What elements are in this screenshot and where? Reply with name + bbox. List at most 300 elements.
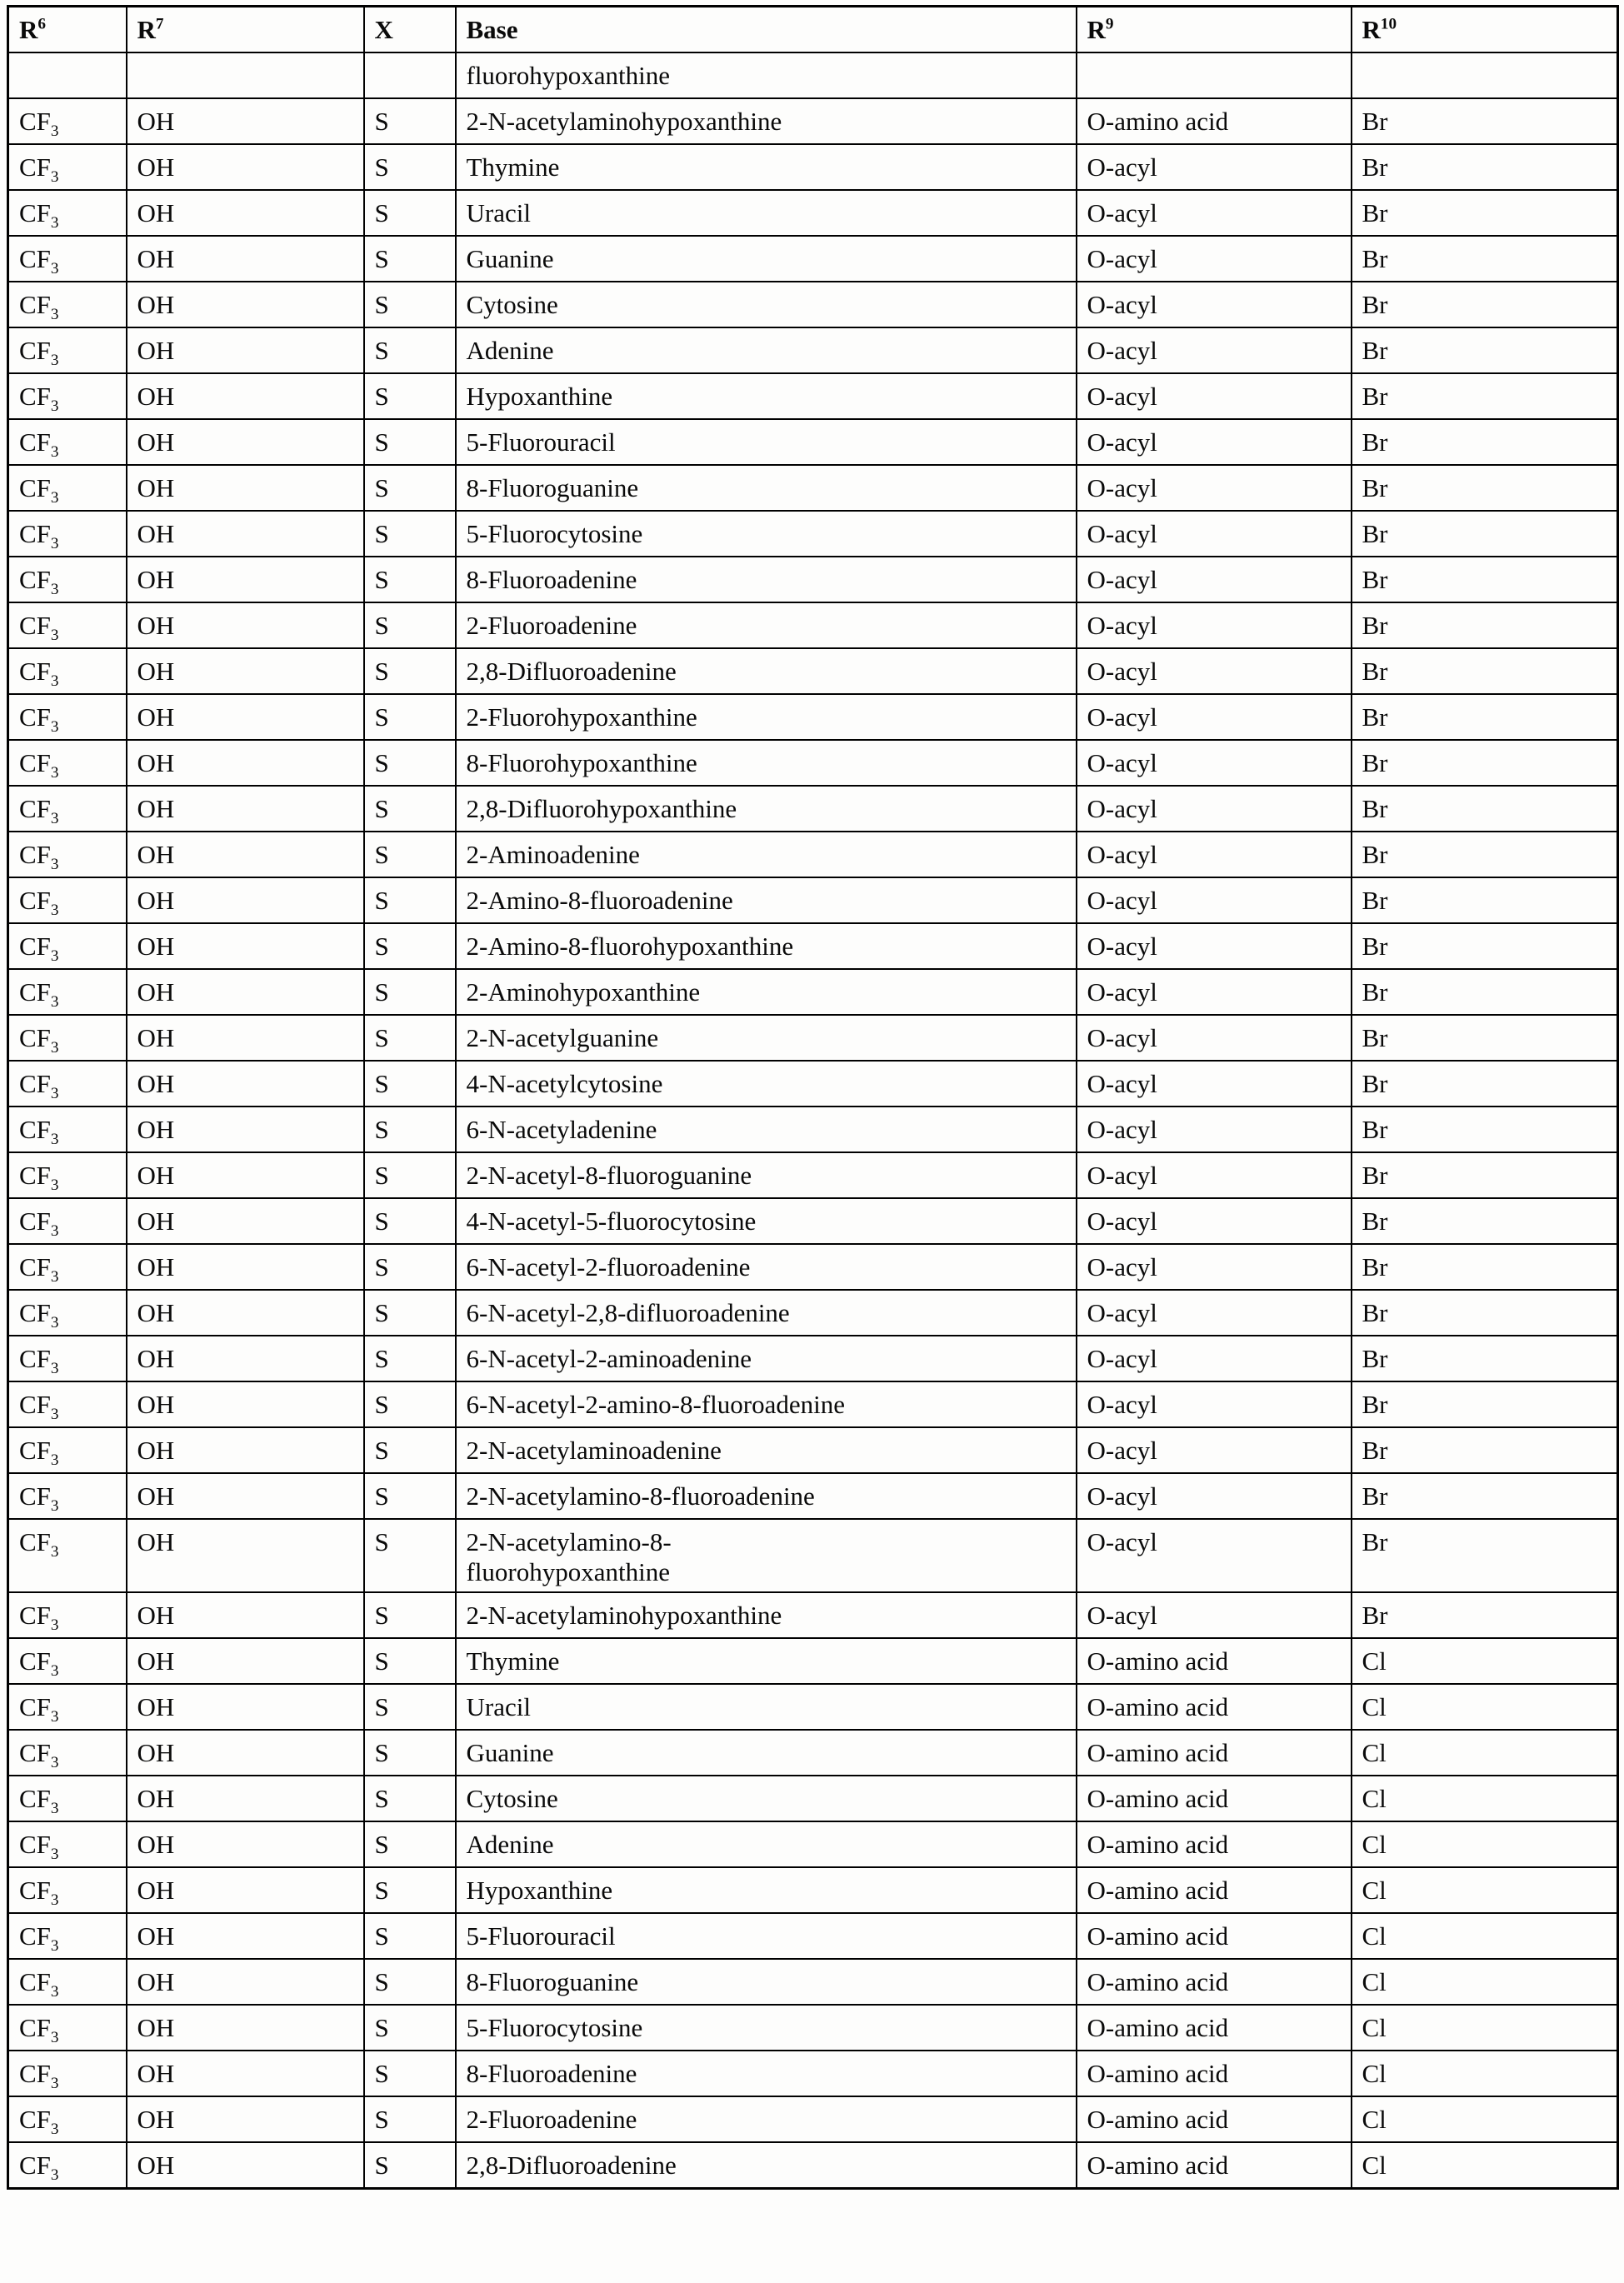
cell-r7: OH: [127, 465, 364, 511]
cell-r10: Br: [1352, 419, 1618, 465]
table-row: [8, 1730, 1618, 1776]
cell-r6: $CF_3$: [8, 1821, 127, 1867]
cell-r10: Br: [1352, 1152, 1618, 1198]
cell-r9: O-amino acid: [1077, 1638, 1352, 1684]
cell-r9: O-acyl: [1077, 1336, 1352, 1381]
cell-r10: Br: [1352, 327, 1618, 373]
cell-r10: Cl: [1352, 1959, 1618, 2005]
cell-r7: OH: [127, 2051, 364, 2096]
cell-r7: OH: [127, 648, 364, 694]
cell-r9: O-acyl: [1077, 236, 1352, 282]
cell-r6: $CF_3$: [8, 1913, 127, 1959]
table-row: [8, 373, 1618, 419]
cell-x: S: [364, 1684, 456, 1730]
cell-r9: O-acyl: [1077, 465, 1352, 511]
cell-r10: Br: [1352, 557, 1618, 602]
cell-r6: $CF_3$: [8, 969, 127, 1015]
cell-x: S: [364, 1336, 456, 1381]
cell-r9: O-amino acid: [1077, 1730, 1352, 1776]
cell-r6: $CF_3$: [8, 2005, 127, 2051]
cell-base: Hypoxanthine: [456, 1867, 1077, 1913]
table-row: [8, 1015, 1618, 1061]
cell-r10: Br: [1352, 236, 1618, 282]
cell-r9: O-amino acid: [1077, 1821, 1352, 1867]
table-row: [8, 1913, 1618, 1959]
cell-x: S: [364, 419, 456, 465]
cell-base: 8-Fluoroguanine: [456, 1959, 1077, 2005]
table-row: [8, 694, 1618, 740]
cell-r10: Br: [1352, 1107, 1618, 1152]
cell-r9: O-amino acid: [1077, 1867, 1352, 1913]
cell-base: 2-N-acetyl-8-fluoroguanine: [456, 1152, 1077, 1198]
cell-r9: O-amino acid: [1077, 1959, 1352, 2005]
cell-r7: OH: [127, 923, 364, 969]
table-row: [8, 98, 1618, 144]
cell-x: S: [364, 1244, 456, 1290]
cell-x: S: [364, 144, 456, 190]
cell-r6: $CF_3$: [8, 190, 127, 236]
cell-x: S: [364, 98, 456, 144]
cell-x: S: [364, 877, 456, 923]
cell-base: Guanine: [456, 1730, 1077, 1776]
table-row: [8, 1152, 1618, 1198]
cell-r6: $CF_3$: [8, 373, 127, 419]
cell-r6: $CF_3$: [8, 694, 127, 740]
cell-r10: Cl: [1352, 1867, 1618, 1913]
cell-base: 2-N-acetylaminohypoxanthine: [456, 98, 1077, 144]
cell-r10: [1352, 52, 1618, 98]
cell-x: S: [364, 2096, 456, 2142]
cell-r7: OH: [127, 511, 364, 557]
cell-r10: Cl: [1352, 2096, 1618, 2142]
cell-x: S: [364, 2142, 456, 2189]
cell-x: S: [364, 1381, 456, 1427]
cell-r9: O-acyl: [1077, 1107, 1352, 1152]
cell-base: Cytosine: [456, 1776, 1077, 1821]
cell-r9: O-acyl: [1077, 602, 1352, 648]
cell-r7: OH: [127, 969, 364, 1015]
table-row: [8, 877, 1618, 923]
column-header-r6: $R^6$: [8, 7, 127, 53]
table-row: [8, 2005, 1618, 2051]
cell-r7: OH: [127, 2096, 364, 2142]
table-row: [8, 1244, 1618, 1290]
table-row: [8, 1198, 1618, 1244]
cell-r7: OH: [127, 1381, 364, 1427]
cell-x: S: [364, 1959, 456, 2005]
table-row: [8, 236, 1618, 282]
cell-r10: Cl: [1352, 2051, 1618, 2096]
table-row: [8, 1473, 1618, 1519]
table-row: [8, 648, 1618, 694]
table-row: [8, 1776, 1618, 1821]
cell-r6: $CF_3$: [8, 419, 127, 465]
cell-r6: $CF_3$: [8, 511, 127, 557]
cell-x: S: [364, 373, 456, 419]
cell-base: 5-Fluorouracil: [456, 1913, 1077, 1959]
cell-base: 5-Fluorouracil: [456, 419, 1077, 465]
table-row: [8, 1638, 1618, 1684]
cell-r9: O-acyl: [1077, 969, 1352, 1015]
cell-x: S: [364, 190, 456, 236]
cell-r9: O-acyl: [1077, 1473, 1352, 1519]
table-row: [8, 1519, 1618, 1592]
cell-r7: OH: [127, 373, 364, 419]
cell-r9: O-amino acid: [1077, 1913, 1352, 1959]
cell-base: 2-N-acetylaminohypoxanthine: [456, 1592, 1077, 1638]
cell-r9: O-acyl: [1077, 190, 1352, 236]
cell-r6: $CF_3$: [8, 832, 127, 877]
cell-base: 2-N-acetylaminoadenine: [456, 1427, 1077, 1473]
cell-x: S: [364, 1638, 456, 1684]
table-header: [8, 7, 1618, 53]
cell-r7: OH: [127, 1198, 364, 1244]
cell-r9: O-acyl: [1077, 1519, 1352, 1592]
table-row: [8, 1867, 1618, 1913]
cell-r9: O-acyl: [1077, 694, 1352, 740]
cell-r10: Cl: [1352, 1684, 1618, 1730]
cell-x: S: [364, 1913, 456, 1959]
cell-r10: Br: [1352, 740, 1618, 786]
cell-r7: OH: [127, 1244, 364, 1290]
cell-x: S: [364, 2051, 456, 2096]
cell-r7: OH: [127, 1473, 364, 1519]
cell-r10: Br: [1352, 602, 1618, 648]
table-row: [8, 1290, 1618, 1336]
cell-r10: Cl: [1352, 1913, 1618, 1959]
table-row: [8, 52, 1618, 98]
cell-r9: [1077, 52, 1352, 98]
cell-r7: OH: [127, 557, 364, 602]
cell-r7: OH: [127, 2142, 364, 2189]
cell-r6: $CF_3$: [8, 1381, 127, 1427]
cell-r7: OH: [127, 327, 364, 373]
cell-r7: OH: [127, 1427, 364, 1473]
cell-r6: $CF_3$: [8, 602, 127, 648]
cell-r6: $CF_3$: [8, 923, 127, 969]
table-row: [8, 282, 1618, 327]
cell-r7: OH: [127, 144, 364, 190]
cell-r7: OH: [127, 1061, 364, 1107]
table-row: [8, 2051, 1618, 2096]
cell-r6: $CF_3$: [8, 1638, 127, 1684]
cell-base: 5-Fluorocytosine: [456, 2005, 1077, 2051]
cell-r10: Cl: [1352, 1776, 1618, 1821]
cell-r10: Br: [1352, 1336, 1618, 1381]
cell-r10: Br: [1352, 511, 1618, 557]
cell-base: Cytosine: [456, 282, 1077, 327]
table-header-row: [8, 7, 1618, 53]
table-row: [8, 327, 1618, 373]
cell-r9: O-acyl: [1077, 877, 1352, 923]
column-header-base: Base: [456, 7, 1077, 53]
cell-x: S: [364, 1821, 456, 1867]
cell-r6: $CF_3$: [8, 1061, 127, 1107]
cell-r7: OH: [127, 694, 364, 740]
table-row: [8, 2142, 1618, 2189]
table-row: [8, 511, 1618, 557]
cell-r9: O-acyl: [1077, 923, 1352, 969]
cell-x: [364, 52, 456, 98]
cell-base: 4-N-acetylcytosine: [456, 1061, 1077, 1107]
cell-r10: Cl: [1352, 2005, 1618, 2051]
cell-r9: O-amino acid: [1077, 2096, 1352, 2142]
cell-r6: $CF_3$: [8, 1015, 127, 1061]
table-row: [8, 923, 1618, 969]
table-row: [8, 969, 1618, 1015]
cell-r6: $CF_3$: [8, 1730, 127, 1776]
cell-r7: OH: [127, 1959, 364, 2005]
cell-r10: Br: [1352, 969, 1618, 1015]
cell-r9: O-acyl: [1077, 557, 1352, 602]
cell-r9: O-acyl: [1077, 1015, 1352, 1061]
cell-r10: Br: [1352, 144, 1618, 190]
cell-x: S: [364, 511, 456, 557]
cell-base: 6-N-acetyl-2-aminoadenine: [456, 1336, 1077, 1381]
cell-r10: Br: [1352, 1427, 1618, 1473]
cell-base: Adenine: [456, 1821, 1077, 1867]
cell-r7: OH: [127, 1336, 364, 1381]
cell-base: 2-Fluoroadenine: [456, 2096, 1077, 2142]
cell-x: S: [364, 327, 456, 373]
cell-x: S: [364, 1519, 456, 1592]
table-row: [8, 832, 1618, 877]
cell-r6: $CF_3$: [8, 1684, 127, 1730]
cell-base: 2-N-acetylamino-8-fluoroadenine: [456, 1473, 1077, 1519]
cell-r9: O-acyl: [1077, 1061, 1352, 1107]
cell-base: Uracil: [456, 1684, 1077, 1730]
cell-base: 6-N-acetyl-2-fluoroadenine: [456, 1244, 1077, 1290]
cell-base: 2-N-acetylguanine: [456, 1015, 1077, 1061]
cell-r10: Cl: [1352, 1730, 1618, 1776]
cell-x: S: [364, 1730, 456, 1776]
cell-base: 2-Aminohypoxanthine: [456, 969, 1077, 1015]
cell-r10: Br: [1352, 877, 1618, 923]
cell-x: S: [364, 1473, 456, 1519]
cell-r6: $CF_3$: [8, 557, 127, 602]
table-row: [8, 1336, 1618, 1381]
cell-r7: OH: [127, 602, 364, 648]
cell-base: Hypoxanthine: [456, 373, 1077, 419]
cell-r9: O-acyl: [1077, 1290, 1352, 1336]
cell-r7: OH: [127, 1776, 364, 1821]
table-row: [8, 740, 1618, 786]
table-row: [8, 2096, 1618, 2142]
cell-base: 6-N-acetyl-2-amino-8-fluoroadenine: [456, 1381, 1077, 1427]
cell-r6: $CF_3$: [8, 1198, 127, 1244]
cell-x: S: [364, 648, 456, 694]
cell-r9: O-acyl: [1077, 786, 1352, 832]
cell-r6: $CF_3$: [8, 144, 127, 190]
cell-r6: $CF_3$: [8, 786, 127, 832]
cell-r10: Br: [1352, 1473, 1618, 1519]
cell-r10: Br: [1352, 1519, 1618, 1592]
cell-x: S: [364, 786, 456, 832]
cell-r6: $CF_3$: [8, 465, 127, 511]
cell-base: 8-Fluoroadenine: [456, 2051, 1077, 2096]
cell-x: S: [364, 694, 456, 740]
cell-r7: OH: [127, 236, 364, 282]
cell-base: Guanine: [456, 236, 1077, 282]
cell-base: 2,8-Difluoroadenine: [456, 2142, 1077, 2189]
cell-r9: O-acyl: [1077, 648, 1352, 694]
cell-r6: $CF_3$: [8, 2096, 127, 2142]
cell-x: S: [364, 2005, 456, 2051]
cell-r10: Br: [1352, 1592, 1618, 1638]
cell-base: fluorohypoxanthine: [456, 52, 1077, 98]
cell-r6: $CF_3$: [8, 1867, 127, 1913]
cell-r9: O-acyl: [1077, 144, 1352, 190]
cell-r10: Br: [1352, 923, 1618, 969]
cell-r9: O-acyl: [1077, 511, 1352, 557]
cell-r7: OH: [127, 190, 364, 236]
cell-x: S: [364, 282, 456, 327]
cell-r10: Br: [1352, 465, 1618, 511]
compound-table: [7, 5, 1619, 2190]
column-header-x: X: [364, 7, 456, 53]
cell-base: 6-N-acetyl-2,8-difluoroadenine: [456, 1290, 1077, 1336]
cell-x: S: [364, 236, 456, 282]
cell-x: S: [364, 602, 456, 648]
cell-x: S: [364, 1776, 456, 1821]
table-row: [8, 190, 1618, 236]
cell-r6: $CF_3$: [8, 648, 127, 694]
cell-base: 2,8-Difluorohypoxanthine: [456, 786, 1077, 832]
cell-x: S: [364, 740, 456, 786]
cell-r7: OH: [127, 1107, 364, 1152]
cell-base: Uracil: [456, 190, 1077, 236]
cell-r7: OH: [127, 786, 364, 832]
cell-r9: O-acyl: [1077, 373, 1352, 419]
cell-base: 5-Fluorocytosine: [456, 511, 1077, 557]
cell-r10: Br: [1352, 1061, 1618, 1107]
cell-r10: Br: [1352, 1198, 1618, 1244]
cell-r7: OH: [127, 2005, 364, 2051]
cell-r7: OH: [127, 1730, 364, 1776]
cell-r6: $CF_3$: [8, 2142, 127, 2189]
table-row: [8, 1592, 1618, 1638]
cell-r10: Br: [1352, 1290, 1618, 1336]
cell-r10: Cl: [1352, 1638, 1618, 1684]
cell-r6: $CF_3$: [8, 1592, 127, 1638]
cell-r6: $CF_3$: [8, 877, 127, 923]
table-row: [8, 1959, 1618, 2005]
cell-x: S: [364, 1107, 456, 1152]
cell-x: S: [364, 1427, 456, 1473]
cell-x: S: [364, 1198, 456, 1244]
cell-r10: Br: [1352, 1381, 1618, 1427]
cell-r6: $CF_3$: [8, 1959, 127, 2005]
cell-r9: O-amino acid: [1077, 1776, 1352, 1821]
table-row: [8, 1684, 1618, 1730]
cell-r10: Br: [1352, 832, 1618, 877]
cell-x: S: [364, 832, 456, 877]
cell-r7: OH: [127, 1592, 364, 1638]
table-row: [8, 465, 1618, 511]
cell-r9: O-amino acid: [1077, 98, 1352, 144]
cell-r9: O-acyl: [1077, 1381, 1352, 1427]
cell-r6: $CF_3$: [8, 1244, 127, 1290]
cell-r9: O-acyl: [1077, 1152, 1352, 1198]
table-row: [8, 602, 1618, 648]
table-row: [8, 1821, 1618, 1867]
cell-r10: Cl: [1352, 1821, 1618, 1867]
cell-r7: OH: [127, 282, 364, 327]
cell-r6: $CF_3$: [8, 1107, 127, 1152]
cell-r6: $CF_3$: [8, 1152, 127, 1198]
cell-r10: Br: [1352, 1015, 1618, 1061]
table-row: [8, 144, 1618, 190]
table-row: [8, 557, 1618, 602]
cell-x: S: [364, 1152, 456, 1198]
cell-r7: OH: [127, 832, 364, 877]
cell-r7: OH: [127, 1684, 364, 1730]
cell-r9: O-amino acid: [1077, 2005, 1352, 2051]
table-row: [8, 1107, 1618, 1152]
cell-r7: [127, 52, 364, 98]
column-header-r10: $R^{10}$: [1352, 7, 1618, 53]
cell-r6: $CF_3$: [8, 1427, 127, 1473]
cell-r7: OH: [127, 1519, 364, 1592]
cell-r9: O-acyl: [1077, 832, 1352, 877]
cell-x: S: [364, 923, 456, 969]
cell-x: S: [364, 1867, 456, 1913]
cell-base: 6-N-acetyladenine: [456, 1107, 1077, 1152]
cell-x: S: [364, 969, 456, 1015]
cell-r6: $CF_3$: [8, 740, 127, 786]
cell-r7: OH: [127, 419, 364, 465]
table-row: [8, 1427, 1618, 1473]
cell-r7: OH: [127, 740, 364, 786]
cell-r6: $CF_3$: [8, 1776, 127, 1821]
cell-r10: Br: [1352, 648, 1618, 694]
cell-r10: Br: [1352, 190, 1618, 236]
table-row: [8, 419, 1618, 465]
cell-r9: O-acyl: [1077, 1244, 1352, 1290]
cell-base: 8-Fluoroguanine: [456, 465, 1077, 511]
cell-r7: OH: [127, 1821, 364, 1867]
cell-r6: $CF_3$: [8, 236, 127, 282]
cell-r10: Br: [1352, 282, 1618, 327]
cell-r7: OH: [127, 1015, 364, 1061]
cell-r6: $CF_3$: [8, 1290, 127, 1336]
cell-base: 2-Fluorohypoxanthine: [456, 694, 1077, 740]
cell-r10: Br: [1352, 98, 1618, 144]
cell-x: S: [364, 1290, 456, 1336]
cell-r10: Br: [1352, 694, 1618, 740]
cell-r9: O-amino acid: [1077, 2051, 1352, 2096]
cell-base: 2,8-Difluoroadenine: [456, 648, 1077, 694]
cell-base: Thymine: [456, 144, 1077, 190]
cell-r10: Br: [1352, 786, 1618, 832]
column-header-r7: $R^7$: [127, 7, 364, 53]
cell-r10: Br: [1352, 373, 1618, 419]
cell-base: 2-Amino-8-fluorohypoxanthine: [456, 923, 1077, 969]
cell-r7: OH: [127, 877, 364, 923]
cell-r9: O-acyl: [1077, 419, 1352, 465]
cell-r7: OH: [127, 1867, 364, 1913]
cell-r9: O-amino acid: [1077, 1684, 1352, 1730]
cell-r6: $CF_3$: [8, 98, 127, 144]
cell-r6: [8, 52, 127, 98]
cell-base: 8-Fluoroadenine: [456, 557, 1077, 602]
cell-base: 8-Fluorohypoxanthine: [456, 740, 1077, 786]
cell-x: S: [364, 1015, 456, 1061]
table-row: [8, 1061, 1618, 1107]
cell-r10: Br: [1352, 1244, 1618, 1290]
cell-x: S: [364, 1061, 456, 1107]
cell-r7: OH: [127, 1638, 364, 1684]
